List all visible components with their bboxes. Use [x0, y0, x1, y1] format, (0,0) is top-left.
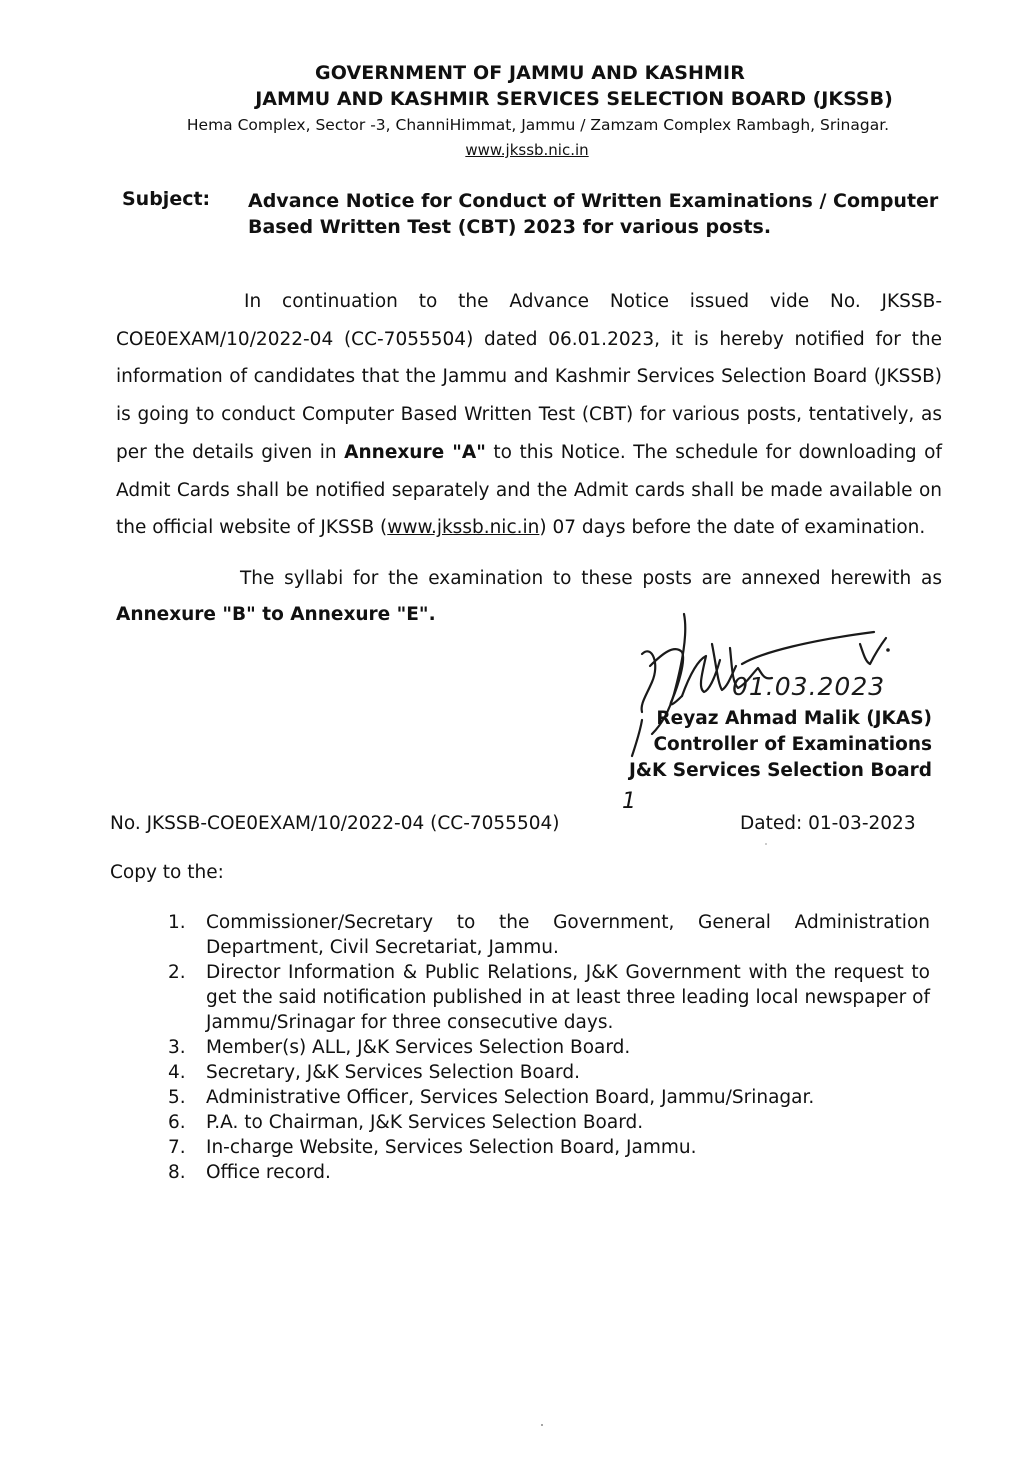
header-board-name: JAMMU AND KASHMIR SERVICES SELECTION BOARD (JKSSB)	[255, 88, 893, 110]
list-item-number: 5.	[168, 1087, 186, 1108]
list-item-number: 8.	[168, 1162, 186, 1183]
list-item-number: 6.	[168, 1112, 186, 1133]
list-item-text: Administrative Officer, Services Selection Board, Jammu/Srinagar.	[206, 1087, 815, 1108]
subject-text: Advance Notice for Conduct of Written Examinations / Computer Based Written Test (CBT) 2023 for various posts.	[248, 190, 939, 238]
body-paragraph-1	[116, 283, 942, 547]
list-item-number: 3.	[168, 1037, 186, 1058]
list-item-text: In-charge Website, Services Selection Board, Jammu.	[206, 1137, 697, 1158]
annexure-a-ref: Annexure "A"	[344, 441, 486, 463]
signer-office: J&K Services Selection Board	[628, 760, 932, 781]
list-item-number: 7.	[168, 1137, 186, 1158]
signer-name: Reyaz Ahmad Malik (JKAS)	[656, 708, 932, 729]
para2-text: The syllabi for the examination to these posts are annexed herewith as	[240, 568, 942, 589]
list-item-number: 1.	[168, 912, 186, 933]
header-government: GOVERNMENT OF JAMMU AND KASHMIR	[315, 62, 745, 84]
copy-to-list	[168, 910, 930, 1185]
signature-mark: 1	[622, 789, 636, 814]
para1-text-b: to this Notice. The schedule for downloading of Admit Cards shall be notified separately and the Admit cards shall be made available on the official website of JKSSB (	[116, 441, 943, 539]
reference-date: Dated: 01-03-2023	[740, 813, 916, 834]
list-item-number: 4.	[168, 1062, 186, 1083]
list-item-text: Commissioner/Secretary to the Government, General Administration Department, Civil Secretariat, Jammu.	[206, 912, 930, 958]
list-item	[168, 1110, 930, 1135]
speck	[541, 1424, 543, 1426]
list-item	[168, 1085, 930, 1110]
website-link[interactable]: www.jkssb.nic.in	[387, 517, 540, 539]
header-address: Hema Complex, Sector -3, ChanniHimmat, Jammu / Zamzam Complex Rambagh, Srinagar.	[186, 116, 890, 134]
list-item-text: Office record.	[206, 1162, 331, 1183]
para1-text-c: ) 07 days before the date of examination.	[539, 517, 926, 539]
list-item-number: 2.	[168, 962, 186, 983]
list-item-text: Member(s) ALL, J&K Services Selection Board.	[206, 1037, 631, 1058]
para1-text-a: In continuation to the Advance Notice issued vide No. JKSSB-COE0EXAM/10/2022-04 (CC-7055504) dated 06.01.2023, it is hereby notified for the information of candidates that the Jammu and Kashmir Services Selection Board (JKSSB) is going to conduct Computer Based Written Test (CBT) for various posts, tentatively, as per the details given in	[116, 291, 942, 463]
list-item	[168, 910, 930, 960]
annexure-b-e-ref: Annexure "B" to Annexure "E".	[116, 604, 436, 625]
signer-designation: Controller of Examinations	[653, 734, 932, 755]
speck	[765, 843, 767, 845]
list-item	[168, 1135, 930, 1160]
list-item	[168, 1035, 930, 1060]
subject-label: Subject:	[122, 188, 211, 210]
list-item-text: Director Information & Public Relations, J&K Government with the request to get the said notification published in at least three leading local newspaper of Jammu/Srinagar for three consecutive days.	[206, 962, 930, 1033]
signature-date: 01.03.2023	[732, 672, 886, 701]
list-item-text: P.A. to Chairman, J&K Services Selection Board.	[206, 1112, 644, 1133]
copy-to-label: Copy to the:	[110, 862, 224, 883]
list-item	[168, 1160, 930, 1185]
list-item	[168, 1060, 930, 1085]
list-item	[168, 960, 930, 1035]
list-item-text: Secretary, J&K Services Selection Board.	[206, 1062, 580, 1083]
header-website: www.jkssb.nic.in	[465, 141, 589, 159]
reference-number: No. JKSSB-COE0EXAM/10/2022-04 (CC-7055504)	[110, 813, 560, 834]
